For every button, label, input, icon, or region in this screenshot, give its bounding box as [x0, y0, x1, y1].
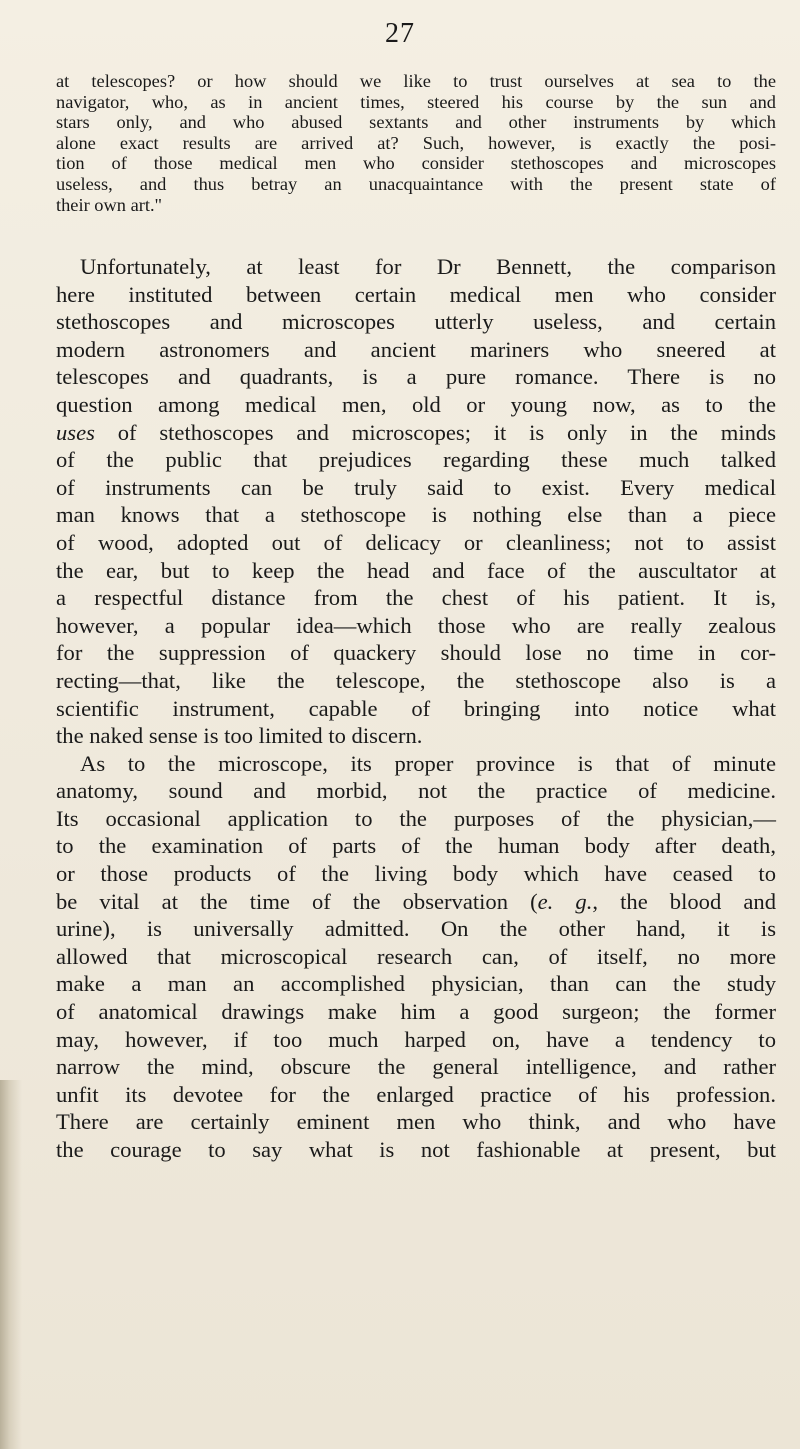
italic-abbreviation: e. g.	[537, 888, 593, 914]
paragraph-2-line: urine), is universally admitted. On the other hand, it is	[56, 916, 776, 942]
line-text: , the blood and	[592, 888, 776, 914]
paragraph-1-line: for the suppression of quackery should lose no time in cor-	[56, 640, 776, 666]
paragraph-1-line: stethoscopes and microscopes utterly useless, and certain	[56, 309, 776, 335]
paragraph-1-line: of wood, adopted out of delicacy or cleanliness; not to assist	[56, 529, 776, 555]
page-number: 27	[385, 18, 415, 49]
paragraph-2-line: narrow the mind, obscure the general intelligence, and rather	[56, 1054, 776, 1080]
italic-word: uses	[56, 419, 95, 445]
quote-line: stars only, and who abused sextants and other instruments by which	[56, 112, 776, 133]
paragraph-2-line: unfit its devotee for the enlarged practice of his profession.	[56, 1081, 776, 1107]
paragraph-2-line: may, however, if too much harped on, have a tendency to	[56, 1026, 776, 1052]
paragraph-2-line: or those products of the living body which have ceased to	[56, 861, 776, 887]
paragraph-1-line: man knows that a stethoscope is nothing else than a piece	[56, 502, 776, 528]
paragraph-1-line: of the public that prejudices regarding these much talked	[56, 447, 776, 473]
paragraph-1-line: modern astronomers and ancient mariners who sneered at	[56, 336, 776, 362]
page-edge-shadow	[0, 1080, 22, 1449]
line-text: of stethoscopes and microscopes; it is only in the minds	[94, 419, 776, 445]
paragraph-1-line: here instituted between certain medical men who consider	[56, 281, 776, 307]
paragraph-1-line: however, a popular idea—which those who are really zealous	[56, 612, 776, 638]
paragraph-2-line	[56, 888, 776, 916]
main-text	[56, 253, 776, 1164]
paragraph-2-line: make a man an accomplished physician, than can the study	[56, 971, 776, 997]
paragraph-1-line: the naked sense is too limited to discern.	[56, 723, 423, 749]
paragraph-1-line: telescopes and quadrants, is a pure romance. There is no	[56, 364, 776, 390]
paragraph-1-line	[56, 419, 776, 447]
paragraph-1-line: of instruments can be truly said to exist. Every medical	[56, 474, 776, 500]
paragraph-2-line: There are certainly eminent men who think, and who have	[56, 1109, 776, 1135]
paragraph-2-line: anatomy, sound and morbid, not the practice of medicine.	[56, 778, 776, 804]
paragraph-1-line: the ear, but to keep the head and face of the auscultator at	[56, 557, 776, 583]
paragraph-2-line: As to the microscope, its proper province is that of minute	[80, 750, 776, 776]
paragraph-1-line: Unfortunately, at least for Dr Bennett, the comparison	[80, 254, 776, 279]
quote-line: at telescopes? or how should we like to trust ourselves at sea to the	[56, 71, 776, 91]
quote-line: navigator, who, as in ancient times, steered his course by the sun and	[56, 91, 776, 112]
quote-line: useless, and thus betray an unacquaintance with the present state of	[56, 173, 776, 194]
paragraph-2-line: of anatomical drawings make him a good surgeon; the former	[56, 999, 776, 1025]
quote-line: alone exact results are arrived at? Such, however, is exactly the posi-	[56, 132, 776, 153]
paragraph-2-line: Its occasional application to the purposes of the physician,—	[56, 805, 776, 831]
paragraph-2-line: the courage to say what is not fashionable at present, but	[56, 1137, 776, 1162]
quote-line: their own art."	[56, 194, 163, 215]
paragraph-2-line: allowed that microscopical research can, of itself, no more	[56, 943, 776, 969]
paragraph-1-line: scientific instrument, capable of bringing into notice what	[56, 695, 776, 721]
paragraph-2-line: to the examination of parts of the human body after death,	[56, 833, 776, 859]
paragraph-1-line: a respectful distance from the chest of his patient. It is,	[56, 585, 776, 611]
paragraph-1-line: recting—that, like the telescope, the stethoscope also is a	[56, 667, 776, 693]
quoted-passage	[56, 71, 776, 215]
quote-line: tion of those medical men who consider stethoscopes and microscopes	[56, 153, 776, 174]
line-text: be vital at the time of the observation (	[56, 888, 538, 914]
paragraph-1-line: question among medical men, old or young now, as to the	[56, 391, 776, 417]
